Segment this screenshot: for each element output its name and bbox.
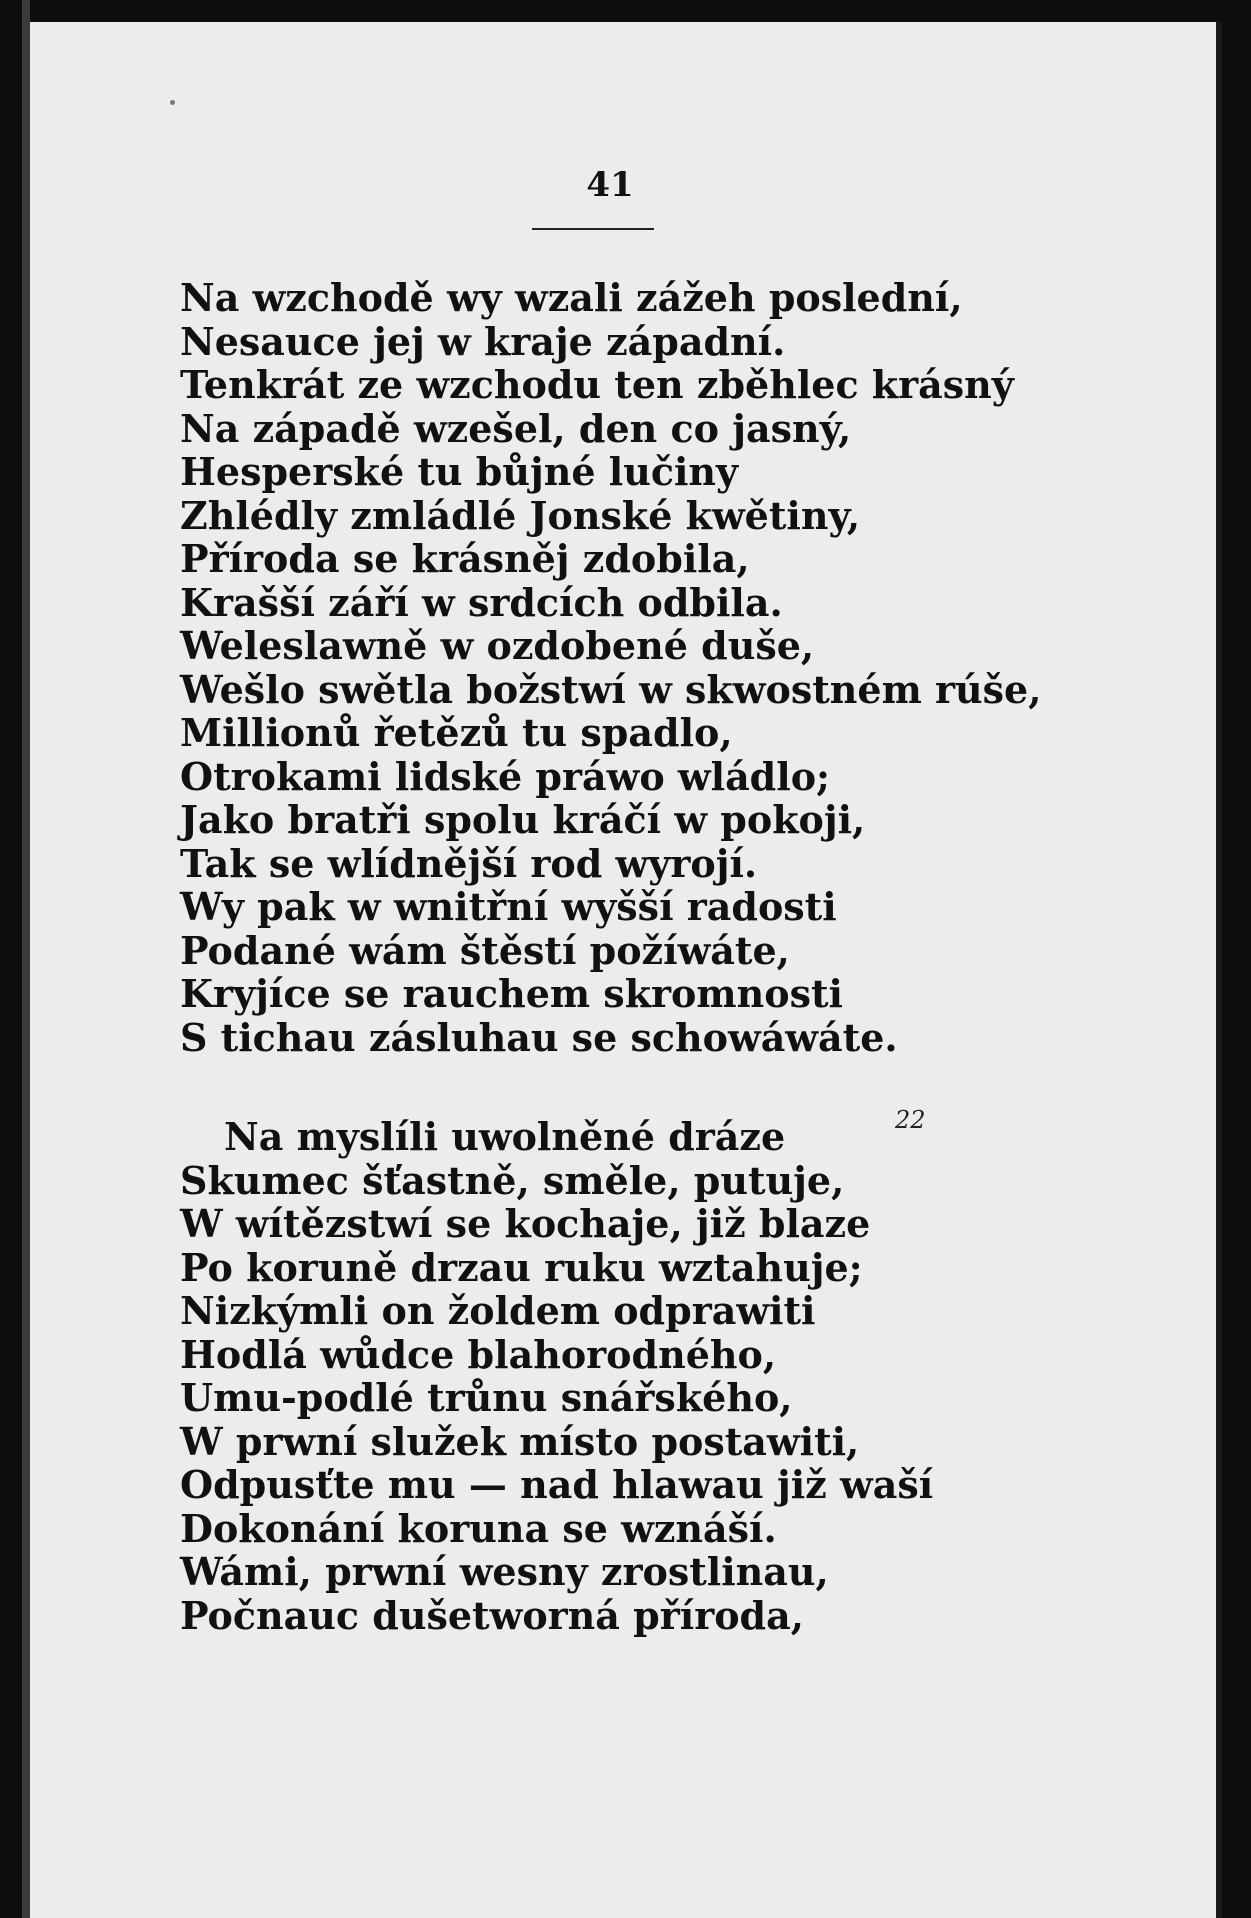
stanza-1: [180, 276, 1041, 1059]
verse-line: Nizkýmli on žoldem odprawiti: [180, 1288, 816, 1333]
verse-line: Wešlo swětla božstwí w skwostném rúše,: [180, 666, 1042, 712]
verse-line: Krašší září w srdcích odbila.: [180, 579, 783, 625]
verse-line: Tenkrát ze wzchodu ten zběhlec krásný: [180, 362, 1014, 407]
stanza-2: [180, 1115, 933, 1637]
verse-line: Kryjíce se rauchem skromnosti: [180, 971, 843, 1016]
verse-line: S tichau zásluhau se schowáwáte.: [180, 1014, 898, 1060]
verse-line: Na wzchodě wy wzali zážeh poslední,: [180, 275, 963, 320]
verse-line: Po koruně drzau ruku wztahuje;: [180, 1244, 863, 1290]
margin-note: 22: [895, 1106, 926, 1134]
verse-line: Skumec šťastně, směle, putuje,: [180, 1157, 845, 1203]
page-number: 41: [586, 165, 634, 205]
verse-line: Na západě wzešel, den co jasný,: [180, 405, 852, 451]
verse-line: Příroda se krásněj zdobila,: [180, 536, 750, 581]
verse-line: Millionů řetězů tu spadlo,: [180, 710, 733, 755]
verse-line: Dokonání koruna se wznáší.: [180, 1505, 777, 1551]
verse-line: Odpusťte mu — nad hlawau již waší: [180, 1462, 934, 1507]
verse-line: Hodlá wůdce blahorodného,: [180, 1331, 777, 1377]
verse-line: Weleslawně w ozdobené duše,: [180, 623, 815, 668]
verse-line: W prwní služek místo postawiti,: [180, 1418, 860, 1464]
verse-line: Hesperské tu bůjné lučiny: [180, 449, 739, 494]
page-left-edge: [22, 0, 30, 1918]
header-rule: [532, 228, 654, 230]
verse-line: Nesauce jej w kraje západní.: [180, 318, 786, 364]
verse-line: Umu-podlé trůnu snářského,: [180, 1375, 793, 1420]
verse-line: Jako bratři spolu kráčí w pokoji,: [180, 797, 866, 842]
verse-line: Na myslíli uwolněné dráze: [224, 1114, 786, 1159]
verse-line: Tak se wlídnější rod wyrojí.: [180, 840, 758, 886]
verse-line: Wy pak w wnitřní wyšší radosti: [180, 884, 837, 929]
verse-line: Podané wám štěstí požíwáte,: [180, 927, 790, 973]
speck: [170, 100, 175, 105]
verse-line: Otrokami lidské práwo wládlo;: [180, 753, 831, 799]
verse-line: Počnauc dušetworná příroda,: [180, 1592, 804, 1638]
verse-line: W wítězstwí se kochaje, již blaze: [180, 1201, 871, 1246]
verse-line: Zhlédly zmládlé Jonské kwětiny,: [180, 492, 861, 538]
verse-line: Wámi, prwní wesny zrostlinau,: [180, 1549, 829, 1594]
